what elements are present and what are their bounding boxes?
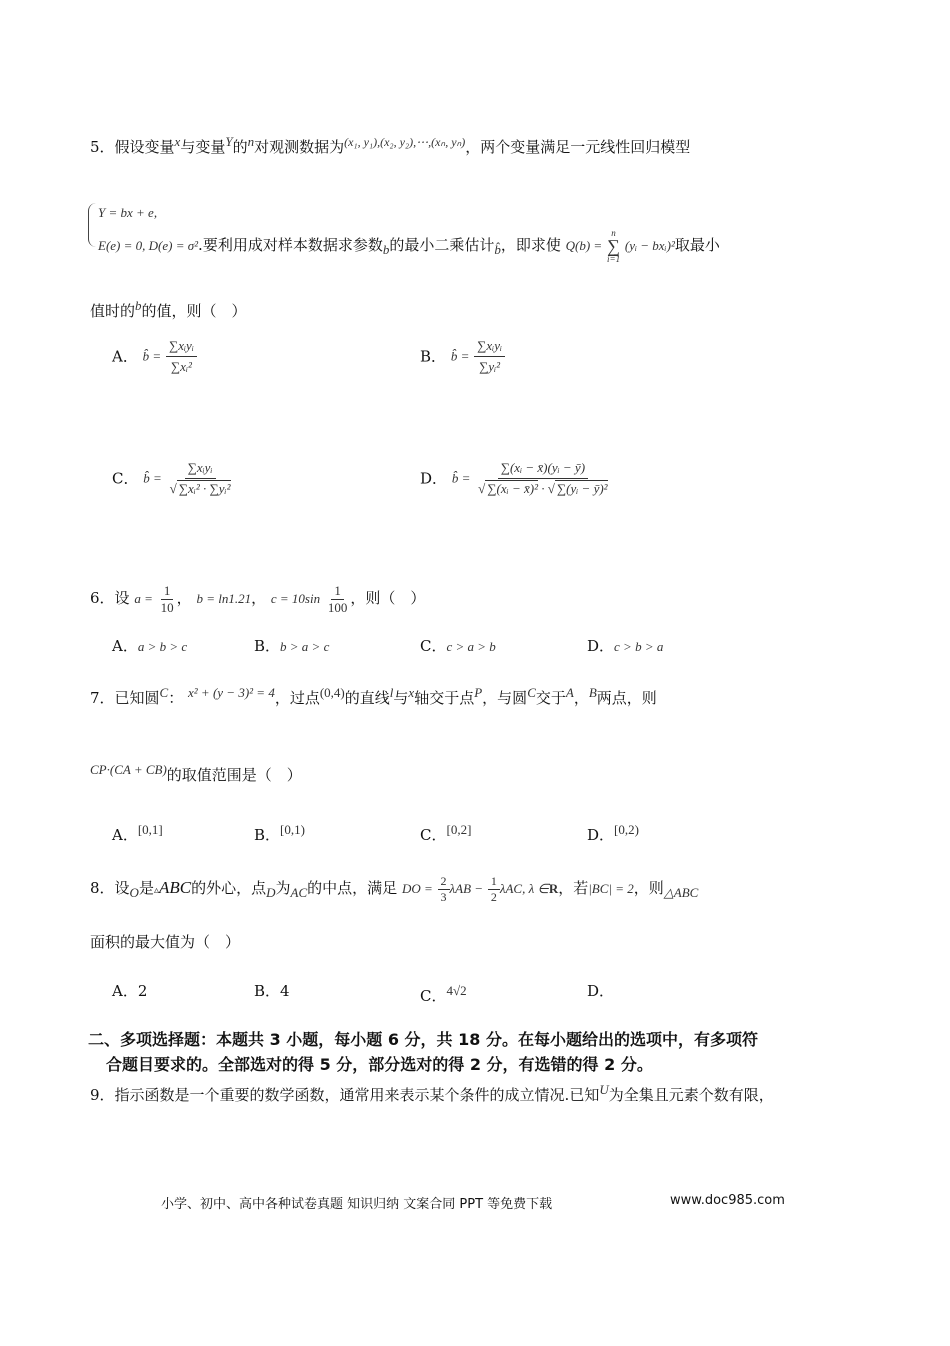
q5-option-a[interactable]: A． b̂ = $\frac{\text{∑xᵢyᵢ}}{\text{∑xᵢ²}}$ — [112, 336, 197, 377]
q5-option-d[interactable]: D． b̂ = $\frac{\text{∑(xᵢ − x̄)(yᵢ − ȳ)}}{\text{√ ∑(xᵢ − x̄)² · √ ∑(yᵢ − ȳ)²}}$ — [420, 460, 608, 496]
q8-option-b[interactable]: B．4 — [254, 982, 290, 1000]
q5-line1: 5．假设变量$^x$与变量$^Y$的$^n$对观测数据为$^{(x_1, y_1),(x_2, y_2),\cdots,(x_n, y_n)}$，两个变量满足一元线性回归模型 — [90, 134, 691, 156]
q7-option-c[interactable]: C．[0,2] — [420, 822, 472, 844]
q8-stem-line2: 面积的最大值为（ ） — [90, 933, 241, 951]
pairs-expression: (x₁, y₁),(x₂, y₂),⋯,(xₙ, yₙ) — [344, 135, 466, 149]
model-brace — [88, 203, 97, 247]
footer-url[interactable]: www.doc985.com — [670, 1193, 785, 1208]
q5-option-b[interactable]: B． b̂ = $\frac{\text{∑xᵢyᵢ}}{\text{∑yᵢ²}}$ — [420, 336, 505, 377]
q7-option-a[interactable]: A．[0,1] — [112, 822, 163, 844]
q7-option-b[interactable]: B．$^{[0,1)}$ — [254, 822, 305, 844]
q5-option-c[interactable]: C． b̂ = $\frac{\text{∑xᵢyᵢ}}{\text{√ ∑xᵢ² · ∑yᵢ²}}$ — [112, 460, 231, 496]
model-top: Y = bx + e, — [98, 205, 158, 220]
vector-expression: CP·(CA + CB) — [90, 762, 167, 777]
footer-text: 小学、初中、高中各种试卷真题 知识归纳 文案合同 PPT 等免费下载 — [161, 1197, 553, 1212]
q7-stem-line1: 7．已知圆$^C$： $^{x^2 + (y - 3)^2 = 4}$，过点$^{(0,4)}$的直线$^l$与$^x$轴交于点$^P$，与圆$^C$交于$^A$，$^B$两点，则 — [90, 685, 657, 707]
q8-option-d[interactable]: D． — [587, 982, 615, 1000]
q5-line2: E(e) = 0, D(e) = σ².要利用成对样本数据求参数$_b$的最小二乘估计$_{b̂}$，即求使 Q(b) = n ∑ i=1 (yᵢ − bxᵢ)²取最小 — [98, 228, 720, 264]
q6-option-c[interactable]: C．c > a > b — [420, 637, 496, 655]
q6-option-d[interactable]: D．c > b > a — [587, 637, 664, 655]
q8-option-c[interactable]: C．$^{4√2}$ — [420, 983, 467, 1005]
q8-stem-line1: 8．设$_O$是▵ABC的外心，点$_D$为$_{AC}$的中点，满足 DO = $\frac{2}{3}$ λAB − $\frac{1}{2}$ λAC, λ ∈R，若|BC| = 2，则$_{\triangle ABC}$ — [90, 873, 699, 904]
section-heading-line1: 二、多项选择题：本题共 3 小题，每小题 6 分，共 18 分。在每小题给出的选项中，有多项符 — [88, 1030, 758, 1049]
q5-line3: 值时的$^b$的值，则（ ） — [90, 298, 247, 320]
section-heading-line2: 合题目要求的。全部选对的得 5 分，部分选对的得 2 分，有选错的得 2 分。 — [106, 1055, 653, 1074]
q7-stem-line2: $^{CP\cdot(CA + CB)}$的取值范围是（ ） — [90, 762, 302, 784]
q6-option-b[interactable]: B．b > a > c — [254, 637, 330, 655]
q6-stem: 6．设 a = $\frac{1}{10}$ ， b = ln1.21， c = 10sin $\frac{1}{100}$ ，则（ ） — [90, 582, 426, 615]
q6-option-a[interactable]: A．a > b > c — [112, 637, 188, 655]
q8-option-a[interactable]: A．2 — [112, 982, 148, 1000]
q9-stem: 9．指示函数是一个重要的数学函数，通常用来表示某个条件的成立情况.已知$^U$为全集且元素个数有限， — [90, 1082, 774, 1104]
q7-option-d[interactable]: D．$^{[0,2)}$ — [587, 822, 639, 844]
circle-equation: x² + (y − 3)² = 4 — [188, 685, 275, 700]
model-bottom: E(e) = 0, D(e) = σ² — [98, 238, 199, 253]
